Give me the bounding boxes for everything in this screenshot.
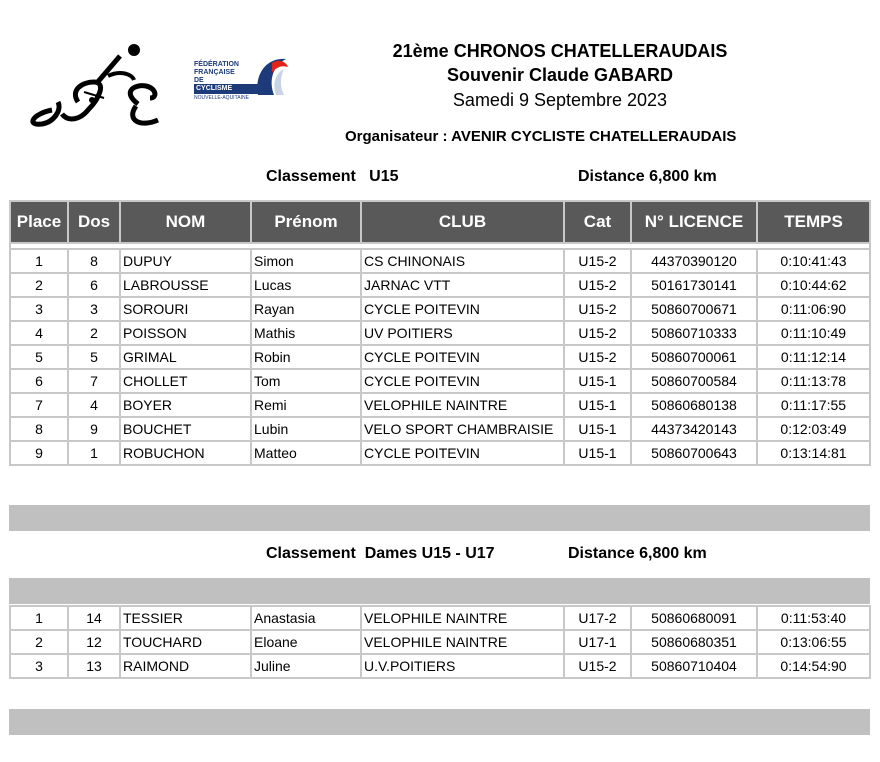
cell-place: 6 [10,369,68,393]
cell-temps: 0:12:03:49 [757,417,870,441]
separator-band [9,709,870,735]
cell-temps: 0:13:14:81 [757,441,870,465]
cell-club: U.V.POITIERS [361,654,564,678]
table-row [10,654,870,678]
cell-prenom: Mathis [251,321,361,345]
cell-licence: 50860700643 [631,441,757,465]
table-row [10,441,870,465]
cell-club: CYCLE POITEVIN [361,345,564,369]
cell-dos: 7 [68,369,120,393]
cell-dos: 3 [68,297,120,321]
results-body-u15 [10,243,870,465]
cell-cat: U15-2 [564,249,631,273]
federation-region: NOUVELLE-AQUITAINE [194,95,249,101]
cell-temps: 0:11:13:78 [757,369,870,393]
col-header-dos: Dos [68,201,120,243]
cell-nom: GRIMAL [120,345,251,369]
cell-licence: 44370390120 [631,249,757,273]
cell-licence: 50860710404 [631,654,757,678]
cell-cat: U15-1 [564,369,631,393]
cell-nom: CHOLLET [120,369,251,393]
cell-nom: POISSON [120,321,251,345]
table-row [10,606,870,630]
cell-nom: TESSIER [120,606,251,630]
col-header-cat: Cat [564,201,631,243]
cell-club: VELO SPORT CHAMBRAISIE [361,417,564,441]
cell-nom: BOYER [120,393,251,417]
cell-prenom: Robin [251,345,361,369]
cell-prenom: Tom [251,369,361,393]
cell-temps: 0:11:17:55 [757,393,870,417]
cell-club: VELOPHILE NAINTRE [361,606,564,630]
cell-cat: U15-2 [564,345,631,369]
cell-temps: 0:10:44:62 [757,273,870,297]
section2-classement: Classement Dames U15 - U17 [266,545,495,562]
cell-nom: TOUCHARD [120,630,251,654]
federation-bar: CYCLISME [194,84,260,94]
cell-nom: SOROURI [120,297,251,321]
federation-emblem-icon [252,55,292,101]
cell-place: 1 [10,606,68,630]
table-row [10,249,870,273]
cell-dos: 12 [68,630,120,654]
cell-nom: BOUCHET [120,417,251,441]
cell-dos: 1 [68,441,120,465]
col-header-nom: NOM [120,201,251,243]
cell-temps: 0:14:54:90 [757,654,870,678]
cell-prenom: Simon [251,249,361,273]
cell-cat: U15-1 [564,417,631,441]
cell-place: 8 [10,417,68,441]
col-header-prenom: Prénom [251,201,361,243]
table-row [10,369,870,393]
cell-prenom: Lucas [251,273,361,297]
cell-temps: 0:11:53:40 [757,606,870,630]
cell-cat: U15-2 [564,321,631,345]
cell-prenom: Remi [251,393,361,417]
club-logo [22,40,164,132]
cell-nom: LABROUSSE [120,273,251,297]
cell-dos: 4 [68,393,120,417]
cell-licence: 50860680351 [631,630,757,654]
results-table-dames [9,605,871,679]
cell-place: 2 [10,273,68,297]
col-header-temps: TEMPS [757,201,870,243]
separator-band [9,578,870,604]
cell-dos: 14 [68,606,120,630]
cell-dos: 2 [68,321,120,345]
cell-cat: U15-1 [564,393,631,417]
cell-licence: 50161730141 [631,273,757,297]
table-row [10,417,870,441]
table-row [10,273,870,297]
cell-licence: 50860700671 [631,297,757,321]
separator-band [9,505,870,531]
cell-cat: U15-2 [564,654,631,678]
cell-licence: 50860700584 [631,369,757,393]
cell-licence: 50860680091 [631,606,757,630]
event-title: 21ème CHRONOS CHATELLERAUDAIS [392,41,728,61]
cell-cat: U15-2 [564,273,631,297]
cell-place: 1 [10,249,68,273]
cell-licence: 44373420143 [631,417,757,441]
cell-place: 3 [10,297,68,321]
cell-club: CS CHINONAIS [361,249,564,273]
cell-place: 7 [10,393,68,417]
cell-place: 5 [10,345,68,369]
event-subtitle: Souvenir Claude GABARD [446,65,674,85]
section1-distance: Distance 6,800 km [578,168,717,185]
table-row [10,297,870,321]
cell-temps: 0:11:06:90 [757,297,870,321]
cell-temps: 0:13:06:55 [757,630,870,654]
table-row [10,345,870,369]
federation-logo [194,55,294,103]
cell-dos: 6 [68,273,120,297]
organiser: Organisateur : AVENIR CYCLISTE CHATELLERAUDAIS [345,128,737,145]
cell-cat: U15-2 [564,297,631,321]
cell-dos: 9 [68,417,120,441]
col-header-licence: N° LICENCE [631,201,757,243]
cell-place: 4 [10,321,68,345]
cell-dos: 5 [68,345,120,369]
event-date: Samedi 9 Septembre 2023 [452,90,668,110]
results-body-dames [10,606,870,678]
cell-nom: DUPUY [120,249,251,273]
cell-prenom: Anastasia [251,606,361,630]
cell-cat: U17-2 [564,606,631,630]
table-row [10,321,870,345]
federation-label: FÉDÉRATION FRANÇAISE DE [194,61,239,84]
cell-club: JARNAC VTT [361,273,564,297]
cell-prenom: Eloane [251,630,361,654]
table-row [10,630,870,654]
section2-distance: Distance 6,800 km [568,545,707,562]
cell-club: VELOPHILE NAINTRE [361,630,564,654]
table-row [10,393,870,417]
cell-licence: 50860700061 [631,345,757,369]
cell-club: CYCLE POITEVIN [361,369,564,393]
cell-prenom: Matteo [251,441,361,465]
table-header-row [10,201,870,243]
cell-place: 2 [10,630,68,654]
section1-classement: Classement U15 [266,168,399,185]
cell-dos: 13 [68,654,120,678]
cell-dos: 8 [68,249,120,273]
col-header-club: CLUB [361,201,564,243]
cell-prenom: Lubin [251,417,361,441]
cell-place: 3 [10,654,68,678]
cell-club: VELOPHILE NAINTRE [361,393,564,417]
cell-club: CYCLE POITEVIN [361,441,564,465]
cell-cat: U15-1 [564,441,631,465]
cell-club: CYCLE POITEVIN [361,297,564,321]
cell-place: 9 [10,441,68,465]
col-header-place: Place [10,201,68,243]
cell-prenom: Rayan [251,297,361,321]
cell-nom: ROBUCHON [120,441,251,465]
cell-licence: 50860680138 [631,393,757,417]
results-table-u15 [9,200,871,466]
cell-temps: 0:11:10:49 [757,321,870,345]
cell-nom: RAIMOND [120,654,251,678]
cell-temps: 0:10:41:43 [757,249,870,273]
cell-licence: 50860710333 [631,321,757,345]
cell-prenom: Juline [251,654,361,678]
cell-club: UV POITIERS [361,321,564,345]
cell-temps: 0:11:12:14 [757,345,870,369]
cell-cat: U17-1 [564,630,631,654]
